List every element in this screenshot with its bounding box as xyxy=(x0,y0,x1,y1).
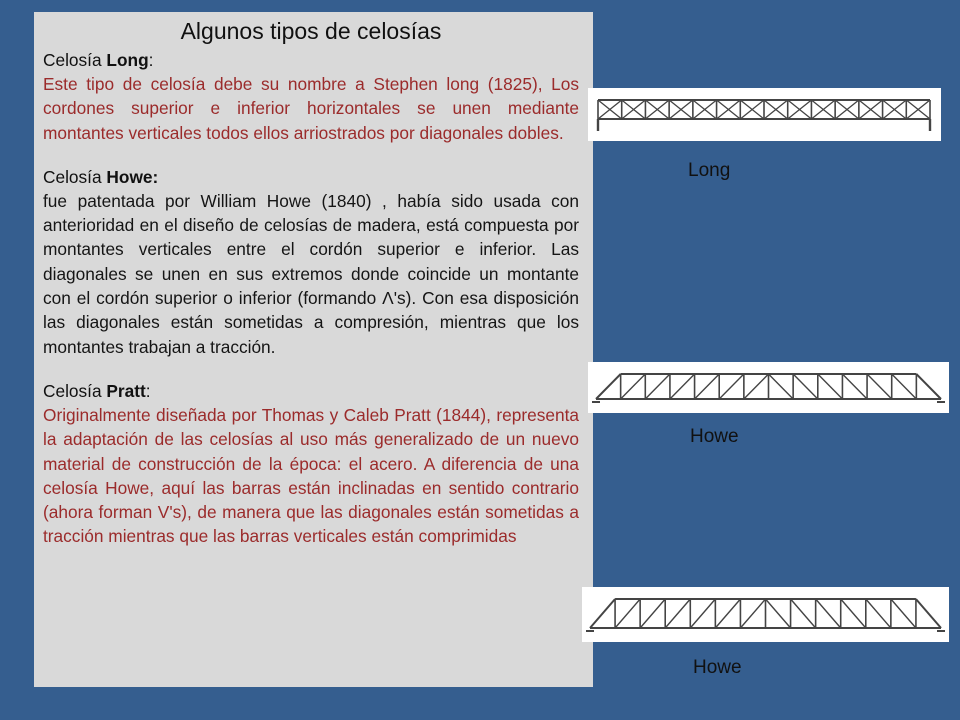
truss-bar xyxy=(916,599,941,628)
truss-bar xyxy=(670,374,695,399)
section-text: Este tipo de celosía debe su nombre a Stephen long (1825), Los cordones superior e inferior horizontales se unen mediante montantes verticales todos ellos arriostrados por diagonales dobles. xyxy=(43,74,579,143)
long-truss-figure xyxy=(588,88,941,141)
howe-truss-diagram xyxy=(582,587,949,642)
truss-bar xyxy=(615,599,640,628)
howe-truss-diagram xyxy=(588,362,949,413)
long-truss-diagram xyxy=(588,88,941,141)
section-text: fue patentada por William Howe (1840) , había sido usada con anterioridad en el diseño de celosías de madera, está compuesta por montantes verticales entre el cordón superior e inferior. Las diagonales se unen en sus extremos donde coincide un montante con el cordón superior o inferior (formando Λ's). Con esa disposición las diagonales están sometidas a compresión, mientras que los montantes trabajan a tracción. xyxy=(43,190,579,357)
truss-bar xyxy=(816,599,841,628)
truss-bar xyxy=(916,374,941,399)
truss-bar xyxy=(744,374,769,399)
truss-bar xyxy=(690,599,715,628)
section-long xyxy=(43,48,579,145)
section-howe xyxy=(43,165,579,359)
truss-bar xyxy=(719,374,744,399)
section-heading: Celosía Pratt: xyxy=(43,380,151,401)
truss-bar xyxy=(740,599,765,628)
page-title: Algunos tipos de celosías xyxy=(180,18,442,44)
truss-bar xyxy=(842,374,867,399)
truss-bar xyxy=(841,599,866,628)
truss-bar xyxy=(866,599,891,628)
truss-bar xyxy=(715,599,740,628)
truss-bar xyxy=(621,374,646,399)
section-heading: Celosía Long: xyxy=(43,50,154,70)
truss-bar xyxy=(891,599,916,628)
section-text: Originalmente diseñada por Thomas y Caleb Pratt (1844), representa la adaptación de las celosías al uso más generalizado de un nuevo material de construcción de la época: el acero. A diferencia de una celosía Howe, aquí las barras están inclinadas en sentido contrario (ahora forman V's), de manera que las diagonales están sometidas a tracción mientras que las barras verticales están comprimidas xyxy=(43,404,579,547)
text-panel xyxy=(34,12,593,687)
truss-bar xyxy=(640,599,665,628)
howe-figure-caption: Howe xyxy=(693,657,742,678)
long-figure-caption: Long xyxy=(688,160,731,181)
truss-bar xyxy=(791,599,816,628)
truss-bar xyxy=(766,599,791,628)
truss-bar xyxy=(818,374,843,399)
truss-bar xyxy=(596,374,621,399)
truss-bar xyxy=(892,374,917,399)
howe-truss-figure xyxy=(588,362,949,413)
truss-bar xyxy=(590,599,615,628)
truss-bar xyxy=(769,374,794,399)
section-pratt xyxy=(43,379,579,549)
howe-truss-figure xyxy=(582,587,949,642)
section-heading: Celosía Howe: xyxy=(43,166,159,187)
truss-bar xyxy=(793,374,818,399)
truss-bar xyxy=(665,599,690,628)
truss-bar xyxy=(867,374,892,399)
truss-bar xyxy=(645,374,670,399)
howe-figure-caption: Howe xyxy=(690,426,739,447)
truss-bar xyxy=(695,374,720,399)
